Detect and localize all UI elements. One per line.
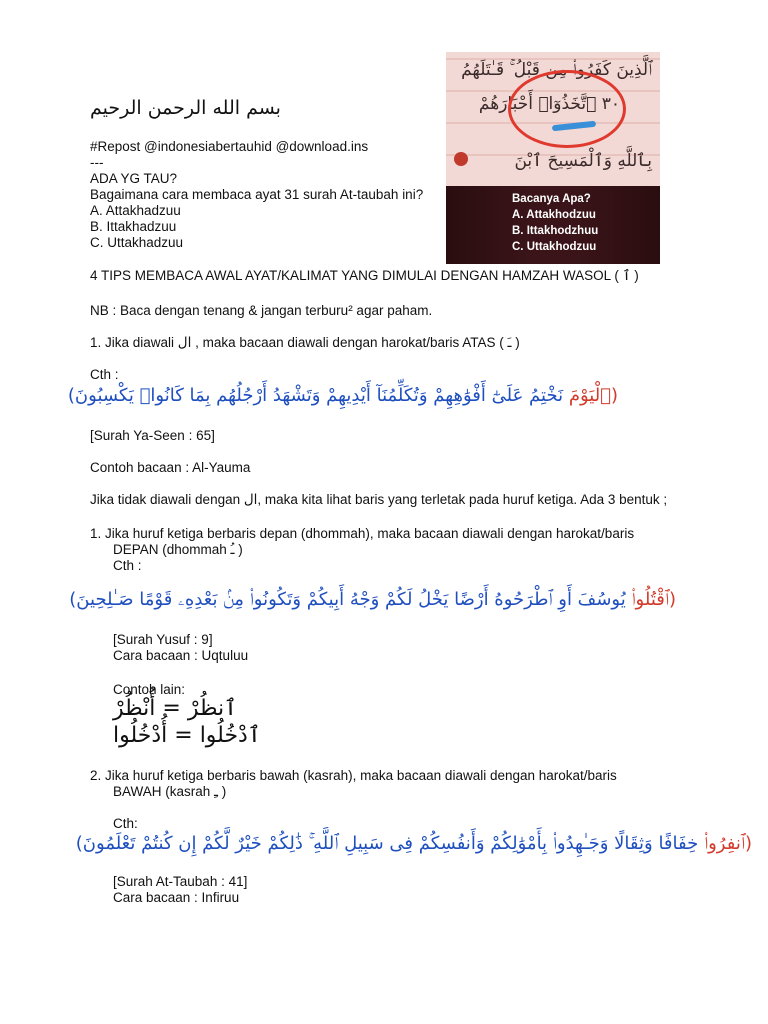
option-c: C. Uttakhadzuu bbox=[90, 235, 184, 250]
mushaf-line-3: بِٱللَّهِ وَٱلْمَسِيحَ ٱبْنَ bbox=[514, 151, 652, 171]
ayah-rest: يُوسُفَ أَوِ ٱطْرَحُوهُ أَرْضًا يَخْلُ لَكُمْ وَجْهُ أَبِيكُمْ وَتَكُونُوا۟ مِنۢ بَعْدِهِۦ قَوْمًا صَـٰلِحِينَ) bbox=[69, 589, 632, 610]
rule-2-cth: Cth: bbox=[113, 816, 138, 831]
mushaf-line-2: ٣٠ ٱتَّخَذُوٓا۟ أَحْبَارَهُمْ bbox=[478, 94, 620, 114]
rule-1-cara: Cara bacaan : Uqtuluu bbox=[113, 648, 249, 663]
mushaf-page bbox=[446, 52, 660, 186]
ayah-yaseen-65 bbox=[68, 384, 618, 408]
tips-heading: 4 TIPS MEMBACA AWAL AYAT/KALIMAT YANG DIMULAI DENGAN HAMZAH WASOL ( ٱ ) bbox=[90, 268, 639, 283]
basmala: بسم الله الرحمن الرحيم bbox=[90, 97, 281, 119]
example-unzhur: ٱنظُرْ = أُنْظُرْ bbox=[113, 696, 238, 721]
nb-note: NB : Baca dengan tenang & jangan terburu² agar paham. bbox=[90, 303, 433, 318]
intro-line-2: Bagaimana cara membaca ayat 31 surah At-taubah ini? bbox=[90, 187, 424, 202]
ayah-rest: نَخْتِمُ عَلَىٰٓ أَفْوَٰهِهِمْ وَتُكَلِّمُنَآ أَيْدِيهِمْ وَتَشْهَدُ أَرْجُلُهُم بِمَا كَانُوا۟ يَكْسِبُونَ) bbox=[67, 385, 569, 406]
caption-option-a: A. Attakhodzuu bbox=[512, 209, 596, 221]
tip-1-cth: Cth : bbox=[90, 367, 119, 382]
rule-2-cara: Cara bacaan : Infiruu bbox=[113, 890, 240, 905]
rule-1-ref: [Surah Yusuf : 9] bbox=[113, 632, 213, 647]
red-circle-highlight bbox=[508, 70, 626, 148]
ayah-rest: خِفَافًا وَثِقَالًا وَجَـٰهِدُوا۟ بِأَمْوَٰلِكُمْ وَأَنفُسِكُمْ فِى سَبِيلِ ٱللَّهِ ۚ ذَٰلِكُمْ خَيْرٌ لَّكُمْ إِن كُنتُمْ تَعْلَمُونَ) bbox=[75, 833, 704, 854]
tip-1-text: 1. Jika diawali ال , maka bacaan diawali dengan harokat/baris ATAS ( ـَ ) bbox=[90, 335, 520, 350]
caption-title: Bacanya Apa? bbox=[512, 193, 591, 205]
ayah-highlight-word: (ٱقْتُلُوا۟ bbox=[631, 589, 676, 610]
page-badge-icon bbox=[454, 152, 468, 166]
tip-1-ref: [Surah Ya-Seen : 65] bbox=[90, 428, 215, 443]
ayah-yusuf-9 bbox=[69, 588, 676, 612]
ayah-at-taubah-41 bbox=[76, 832, 752, 856]
rule-2-line-2: BAWAH (kasrah ـِ ) bbox=[113, 784, 227, 799]
transition-text: Jika tidak diawali dengan ال, maka kita lihat baris yang terletak pada huruf ketiga. Ada 3 bentuk ; bbox=[90, 492, 668, 507]
ayah-highlight-word: (ٱلْيَوْمَ bbox=[568, 385, 618, 406]
dashes: --- bbox=[90, 155, 104, 170]
example-udkhuluu: ٱدْخُلُوا = أُدْخُلُوا bbox=[113, 723, 261, 748]
option-a: A. Attakhadzuu bbox=[90, 203, 181, 218]
rule-1-line-1: 1. Jika huruf ketiga berbaris depan (dhommah), maka bacaan diawali dengan harokat/baris bbox=[90, 526, 635, 541]
caption-option-b: B. Ittakhodzhuu bbox=[512, 225, 599, 237]
quran-screenshot-image bbox=[446, 52, 660, 264]
tip-1-contoh: Contoh bacaan : Al-Yauma bbox=[90, 460, 251, 475]
intro-line-1: ADA YG TAU? bbox=[90, 171, 178, 186]
option-b: B. Ittakhadzuu bbox=[90, 219, 177, 234]
rule-2-line-1: 2. Jika huruf ketiga berbaris bawah (kasrah), maka bacaan diawali dengan harokat/baris bbox=[90, 768, 617, 783]
caption-box bbox=[446, 186, 660, 264]
rule-1-line-2: DEPAN (dhommah ـُ ) bbox=[113, 542, 243, 557]
ayah-highlight-word: (ٱنفِرُوا۟ bbox=[703, 833, 752, 854]
rule-2-ref: [Surah At-Taubah : 41] bbox=[113, 874, 248, 889]
mushaf-line-1: ٱلَّذِينَ كَفَرُوا۟ مِن قَبْلُ ۚ قَـٰتَلَهُمُ bbox=[461, 60, 652, 80]
caption-option-c: C. Uttakhodzuu bbox=[512, 241, 597, 253]
rule-1-cth: Cth : bbox=[113, 558, 142, 573]
repost-line: #Repost @indonesiabertauhid @download.ins bbox=[90, 139, 369, 154]
rule-1-contoh-lain: Contoh lain: bbox=[113, 682, 186, 697]
